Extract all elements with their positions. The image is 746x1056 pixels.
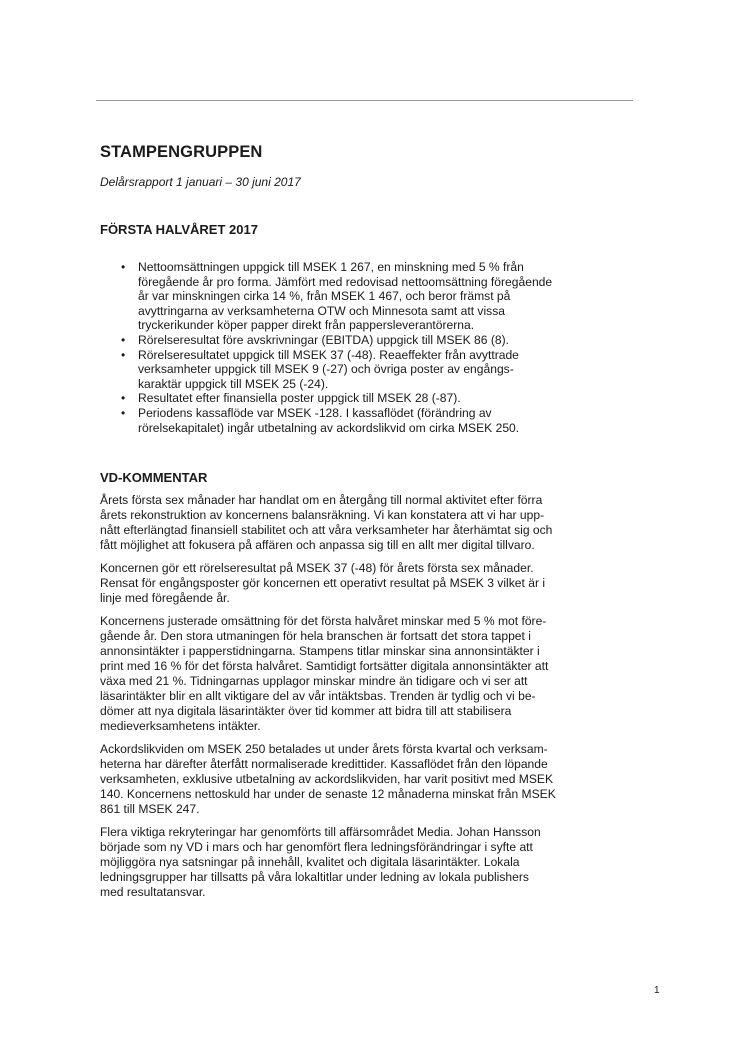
- list-item: [123, 348, 620, 392]
- section-heading-half-year: FÖRSTA HALVÅRET 2017: [100, 222, 258, 237]
- paragraph-line: Flera viktiga rekryteringar har genomförts till affärsområdet Media. Johan Hansson: [100, 825, 541, 840]
- paragraph-line: Ackordslikviden om MSEK 250 betalades ut under årets första kvartal och verksam-: [100, 742, 548, 757]
- paragraph-line: linje med föregående år.: [100, 591, 230, 606]
- list-item: [123, 333, 620, 348]
- paragraph-line: medieverksamhetens intäkter.: [100, 719, 261, 734]
- bullet-text-line: rörelsekapitalet) ingår utbetalning av ackordslikvid om cirka MSEK 250.: [138, 420, 520, 435]
- bullet-icon: •: [121, 347, 126, 362]
- paragraph: [100, 825, 620, 900]
- list-item: [123, 260, 620, 333]
- paragraph-line: annonsintäkter i papperstidningarna. Stampens titlar minskar sina annonsintäkter i: [100, 644, 540, 659]
- bullet-icon: •: [121, 332, 126, 347]
- paragraph-line: började som ny VD i mars och har genomfört flera ledningsförändringar i syfte att: [100, 840, 533, 855]
- bullet-text-line: Resultatet efter finansiella poster uppgick till MSEK 28 (-87).: [138, 391, 461, 406]
- section-heading-ceo-comment: VD-KOMMENTAR: [100, 470, 208, 486]
- paragraph-line: med resultatansvar.: [100, 885, 206, 900]
- bullet-text-line: tryckerikunder köper papper direkt från pappersleverantörerna.: [138, 318, 475, 333]
- bullet-text-line: Rörelseresultatet uppgick till MSEK 37 (-48). Reaeffekter från avyttrade: [138, 347, 519, 362]
- bullet-text-line: Rörelseresultat före avskrivningar (EBITDA) uppgick till MSEK 86 (8).: [138, 332, 510, 347]
- paragraph-line: Koncernen gör ett rörelseresultat på MSEK 37 (-48) för årets första sex månader.: [100, 561, 534, 576]
- paragraph-line: fått möjlighet att fokusera på affären och anpassa sig till en allt mer digital tillvaro.: [100, 538, 535, 553]
- bullet-text-line: år var minskningen cirka 14 %, från MSEK 1 467, och beror främst på: [138, 289, 511, 304]
- header-rule: [96, 100, 633, 101]
- bullet-icon: •: [121, 391, 126, 406]
- page-number: 1: [654, 985, 660, 996]
- paragraph-line: växa med 21 %. Tidningarnas upplagor minskar mindre än tidigare och vi ser att: [100, 674, 528, 689]
- bullet-text-line: verksamheter uppgick till MSEK 9 (-27) och övriga poster av engångs-: [138, 362, 514, 377]
- paragraph-line: årets rekonstruktion av koncernens balansräkning. Vi kan konstatera att vi har upp-: [100, 508, 545, 523]
- paragraph-line: Koncernens justerade omsättning för det första halvåret minskar med 5 % mot före-: [100, 614, 547, 629]
- list-item: [123, 406, 620, 435]
- paragraph: [100, 561, 620, 606]
- report-subtitle: Delårsrapport 1 januari – 30 juni 2017: [100, 175, 301, 189]
- paragraph-line: Rensat för engångsposter gör koncernen ett operativt resultat på MSEK 3 vilket är i: [100, 576, 546, 591]
- bullet-icon: •: [121, 405, 126, 420]
- paragraph: [100, 742, 620, 817]
- paragraph-line: 861 till MSEK 247.: [100, 802, 200, 817]
- highlights-list: [100, 260, 620, 435]
- paragraph-line: heterna har därefter återfått normaliserade kredittider. Kassaflödet från den löpande: [100, 757, 548, 772]
- paragraph-line: gående år. Den stora utmaningen för hela branschen är fortsatt det stora tappet i: [100, 629, 531, 644]
- ceo-comment-body: [100, 493, 620, 900]
- paragraph-line: Årets första sex månader har handlat om en återgång till normal aktivitet efter förra: [100, 493, 543, 508]
- company-title: STAMPENGRUPPEN: [100, 143, 263, 161]
- paragraph: [100, 493, 620, 553]
- paragraph-line: möjliggöra nya satsningar på innehåll, kvalitet och digitala läsarintäkter. Lokala: [100, 855, 520, 870]
- bullet-text-line: Periodens kassaflöde var MSEK -128. I kassaflödet (förändring av: [138, 405, 492, 420]
- paragraph-line: läsarintäkter blir en allt viktigare del av vår intäktsbas. Trenden är tydlig och vi be-: [100, 689, 536, 704]
- paragraph-line: dömer att nya digitala läsarintäkter över tid kommer att bidra till att stabilisera: [100, 704, 512, 719]
- paragraph-line: ledningsgrupper har tillsatts på våra lokaltitlar under ledning av lokala publishers: [100, 870, 529, 885]
- bullet-text-line: föregående år pro forma. Jämfört med redovisad nettoomsättning föregående: [138, 274, 553, 289]
- bullet-icon: •: [121, 260, 126, 274]
- bullet-text-line: Nettoomsättningen uppgick till MSEK 1 267, en minskning med 5 % från: [138, 260, 524, 274]
- paragraph: [100, 614, 620, 734]
- paragraph-line: verksamheten, exklusive utbetalning av ackordslikviden, har varit positivt med MSEK: [100, 772, 554, 787]
- paragraph-line: 140. Koncernens nettoskuld har under de senaste 12 månaderna minskat från MSEK: [100, 787, 556, 802]
- document-body: [100, 142, 620, 908]
- paragraph-line: print med 16 % för det första halvåret. Samtidigt fortsätter digitala annonsintäkter att: [100, 659, 549, 674]
- list-item: [123, 391, 620, 406]
- bullet-text-line: karaktär uppgick till MSEK 25 (-24).: [138, 376, 329, 391]
- bullet-text-line: avyttringarna av verksamheterna OTW och Minnesota samt att vissa: [138, 303, 505, 318]
- paragraph-line: nått efterlängtad finansiell stabilitet och att våra verksamheter har återhämtat sig och: [100, 523, 553, 538]
